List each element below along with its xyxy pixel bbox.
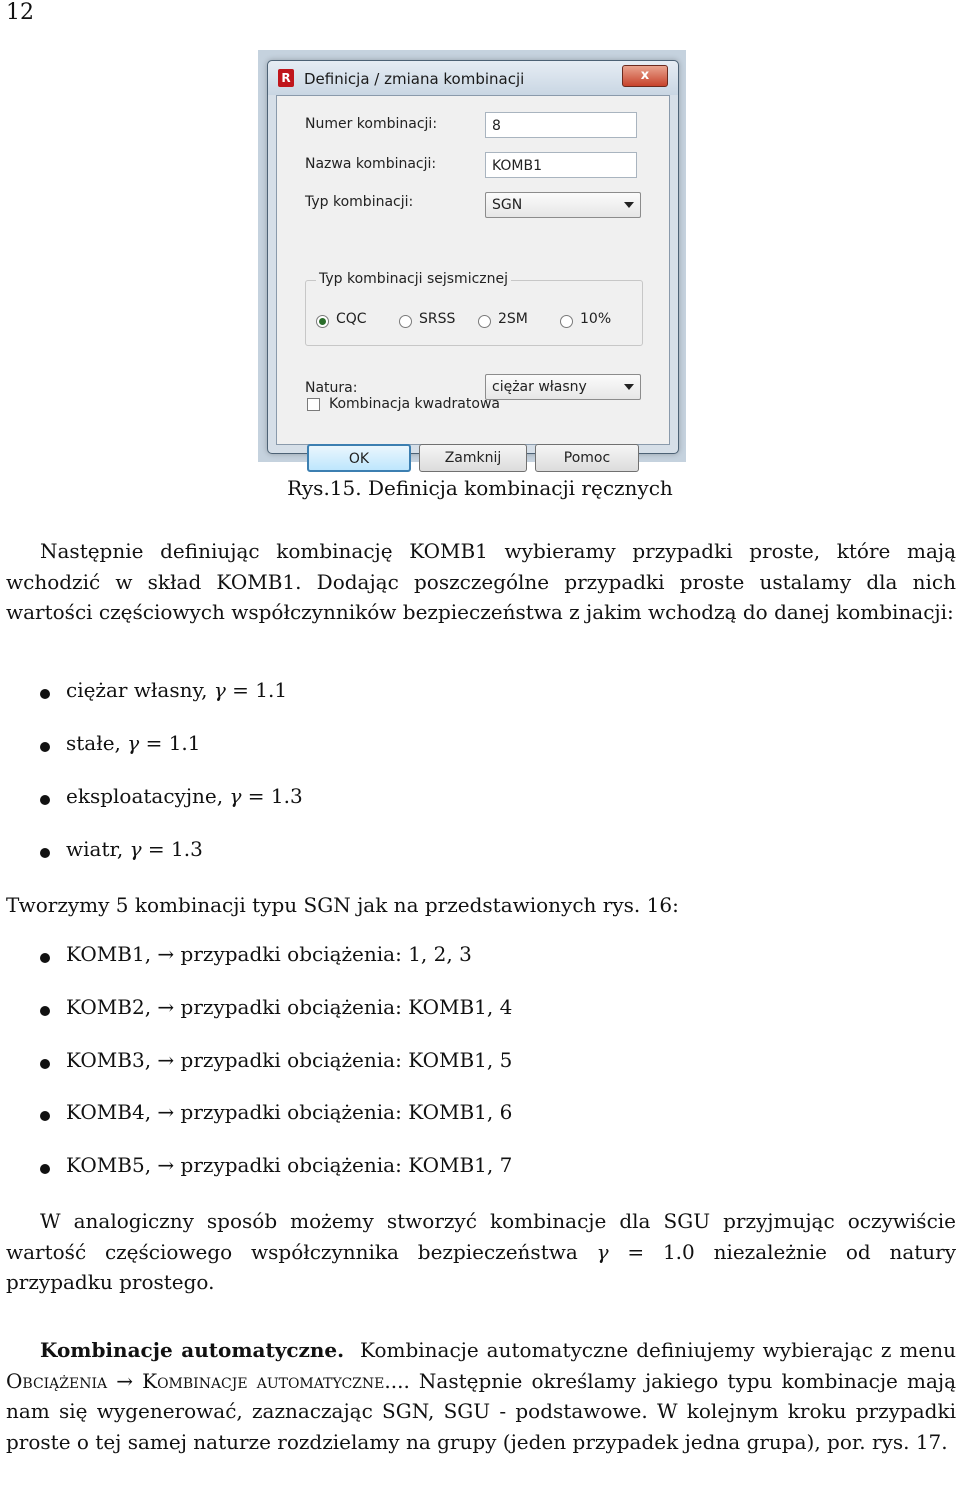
- menu-auto-combinations: Kombinacje automatyczne...: [142, 1368, 404, 1393]
- type-label: Typ kombinacji:: [305, 194, 414, 210]
- menu-loads: Obciążenia: [6, 1368, 108, 1393]
- radio-2sm-label: 2SM: [498, 311, 528, 327]
- list-item: stałe, γ = 1.1: [66, 731, 201, 755]
- bullet: [40, 953, 50, 963]
- list-item: KOMB5, → przypadki obciążenia: KOMB1, 7: [66, 1153, 513, 1177]
- paragraph-4: Kombinacje automatyczne. Kombinacje automatyczne definiujemy wybierając z menu Obciążenia → Kombinacje automatyczne.... Następnie określamy jakiego typu kombinacje mają nam się wygenerować, zaznaczając SGN, SGU - podstawowe. W kolejnym kroku przypadki proste o tej samej naturze rozdzielamy na grupy (jeden przypadek jedna grupa), por. rys. 17.: [6, 1338, 957, 1454]
- list-item: ciężar własny, γ = 1.1: [66, 678, 288, 702]
- list-item: KOMB1, → przypadki obciążenia: 1, 2, 3: [66, 942, 472, 966]
- help-button[interactable]: Pomoc: [535, 444, 639, 472]
- bullet: [40, 742, 50, 752]
- list-item: KOMB4, → przypadki obciążenia: KOMB1, 6: [66, 1100, 513, 1124]
- dialog-title: Definicja / zmiana kombinacji: [304, 70, 525, 88]
- bullet: [40, 848, 50, 858]
- radio-srss-label: SRSS: [419, 311, 456, 327]
- radio-10pct-label: 10%: [580, 311, 612, 327]
- nature-select[interactable]: [485, 374, 641, 400]
- type-select-value: SGN: [492, 197, 523, 213]
- paragraph-1: [6, 536, 956, 628]
- chevron-down-icon: [624, 202, 634, 208]
- number-label: Numer kombinacji:: [305, 116, 438, 132]
- list-item: KOMB2, → przypadki obciążenia: KOMB1, 4: [66, 995, 513, 1019]
- bullet: [40, 1111, 50, 1121]
- combination-dialog: [267, 60, 679, 467]
- dialog-body: [276, 95, 670, 467]
- nature-select-value: ciężar własny: [492, 379, 587, 395]
- list-item: wiatr, γ = 1.3: [66, 837, 203, 861]
- bullet: [40, 1164, 50, 1174]
- quadratic-checkbox[interactable]: [307, 398, 320, 411]
- number-field[interactable]: 8: [485, 112, 637, 138]
- close-icon[interactable]: x: [622, 65, 668, 87]
- figure-caption: Rys.15. Definicja kombinacji ręcznych: [287, 476, 673, 500]
- dialog-screenshot: [258, 50, 686, 467]
- paragraph-1-text: Następnie definiując kombinację KOMB1 wybieramy przypadki proste, które mają wchodzić w skład KOMB1. Dodając poszczególne przypadki proste ustalamy dla nich wartości częściowych współczynników bezpieczeństwa z jakim wchodzą do danej kombinacji:: [6, 539, 956, 624]
- nature-label: Natura:: [305, 380, 358, 396]
- list-item: eksploatacyjne, γ = 1.3: [66, 784, 303, 808]
- ok-button[interactable]: OK: [307, 444, 411, 472]
- name-field[interactable]: KOMB1: [485, 152, 637, 178]
- list-item: KOMB3, → przypadki obciążenia: KOMB1, 5: [66, 1048, 513, 1072]
- seismic-group-title: Typ kombinacji sejsmicznej: [316, 271, 511, 287]
- radio-2sm[interactable]: [478, 315, 491, 328]
- dialog-titlebar[interactable]: [268, 61, 678, 95]
- quadratic-label: Kombinacja kwadratowa: [329, 396, 500, 412]
- page-number: 12: [6, 0, 34, 25]
- radio-cqc-label: CQC: [336, 311, 367, 327]
- paragraph-2: Tworzymy 5 kombinacji typu SGN jak na przedstawionych rys. 16:: [6, 893, 679, 917]
- radio-srss[interactable]: [399, 315, 412, 328]
- paragraph-3: W analogiczny sposób możemy stworzyć kombinacje dla SGU przyjmując oczywiście wartość częściowego współczynnika bezpieczeństwa γ = 1.0 niezależnie od natury przypadku prostego.: [6, 1209, 957, 1294]
- auto-heading: Kombinacje automatyczne.: [40, 1338, 345, 1362]
- close-button[interactable]: Zamknij: [419, 444, 527, 472]
- radio-10pct[interactable]: [560, 315, 573, 328]
- radio-cqc[interactable]: [316, 315, 329, 328]
- type-select[interactable]: [485, 192, 641, 218]
- bullet: [40, 795, 50, 805]
- chevron-down-icon: [624, 384, 634, 390]
- bullet: [40, 689, 50, 699]
- bullet: [40, 1006, 50, 1016]
- seismic-group: [305, 271, 643, 346]
- app-logo-icon: R: [278, 69, 294, 87]
- name-label: Nazwa kombinacji:: [305, 156, 437, 172]
- bullet: [40, 1059, 50, 1069]
